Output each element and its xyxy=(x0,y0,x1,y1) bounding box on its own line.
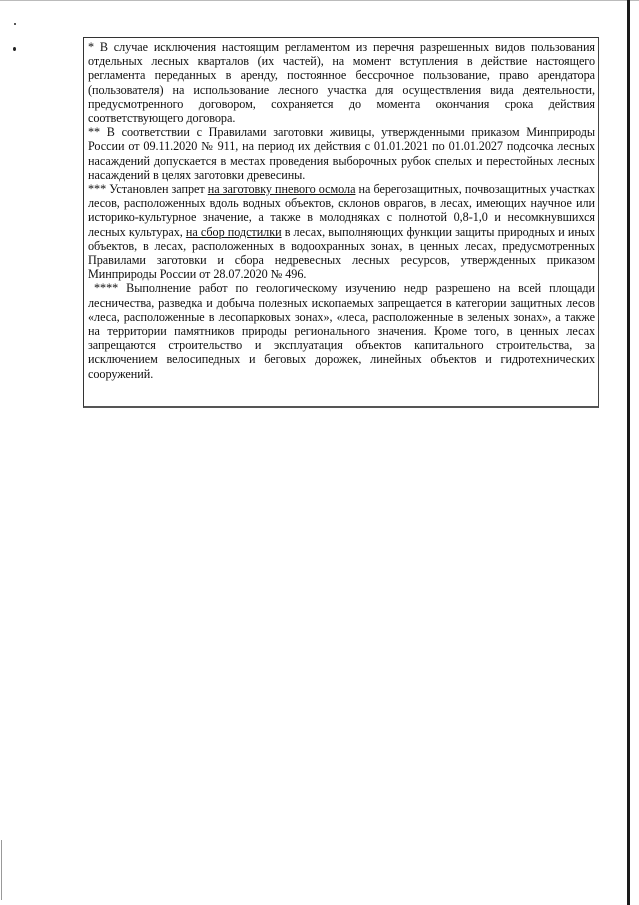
scan-top-edge xyxy=(0,0,639,1)
footnote-text: Установлен запрет xyxy=(106,182,208,197)
underlined-phrase: на сбор подстилки xyxy=(185,224,282,239)
footnote-marker: **** xyxy=(94,281,119,296)
margin-dot xyxy=(14,23,16,25)
footnote-marker: *** xyxy=(88,182,107,197)
footnote-3 xyxy=(88,182,595,281)
footnote-text: В соответствии с Правилами заготовки живицы, утвержденными приказом Минприроды России от 09.11.2020 № 911, на период их действия с 01.01.2021 по 01.01.2027 подсочка лесных насаждений допускается в местах проведения выборочных рубок спелых и перестойных лесных насаждений в целях заготовки древесины. xyxy=(88,125,595,182)
footnote-marker: * xyxy=(88,40,95,54)
scan-right-edge xyxy=(627,0,630,905)
footnote-2 xyxy=(88,125,595,182)
footnote-text: Выполнение работ по геологическому изучению недр разрешено на всей площади лесничества, разведка и добыча полезных ископаемых запрещается в категории защитных лесов «леса, расположенные в лесопарковых зонах», «леса, расположенные в зеленых зонах», а также на территории памятников природы регионального значения. Кроме того, в ценных лесах запрещаются строительство и эксплуатация объектов капитального строительства, за исключением велосипедных и беговых дорожек, линейных объектов и гидротехнических сооружений. xyxy=(88,281,595,381)
footnote-text: в лесах, выполняющих функции защиты природных и иных объектов, в лесах, расположенных в водоохранных зонах, в ценных лесах, предусмотренных Правилами заготовки и сбора недревесных лесных ресурсов, утвержденных приказом Минприроды России от 28.07.2020 № 496. xyxy=(88,224,595,282)
footnote-1 xyxy=(88,40,595,125)
margin-dot xyxy=(13,47,16,51)
footnote-4 xyxy=(88,281,595,380)
footnote-marker: ** xyxy=(88,125,101,140)
footnotes-box xyxy=(83,37,599,408)
footnote-text: на берегозащитных, почвозащитных участках лесов, расположенных вдоль водных объектов, склонов оврагов, в лесах, имеющих научное или историко-культурное значение, а также в молодняках с полнотой 0,8-1,0 и несомкнувшихся лесных культурах, xyxy=(88,182,595,239)
underlined-phrase: на заготовку пневого осмола xyxy=(207,182,356,197)
scan-left-edge xyxy=(1,840,2,900)
footnote-text: В случае исключения настоящим регламентом из перечня разрешенных видов пользования отдельных лесных кварталов (их частей), на момент вступления в действие настоящего регламента переданных в аренду, постоянное бессрочное пользование, право арендатора (пользователя) на использование лесного участка для осуществления вида деятельности, предусмотренного договором, сохраняется до момента окончания срока действия соответствующего договора. xyxy=(88,40,595,126)
